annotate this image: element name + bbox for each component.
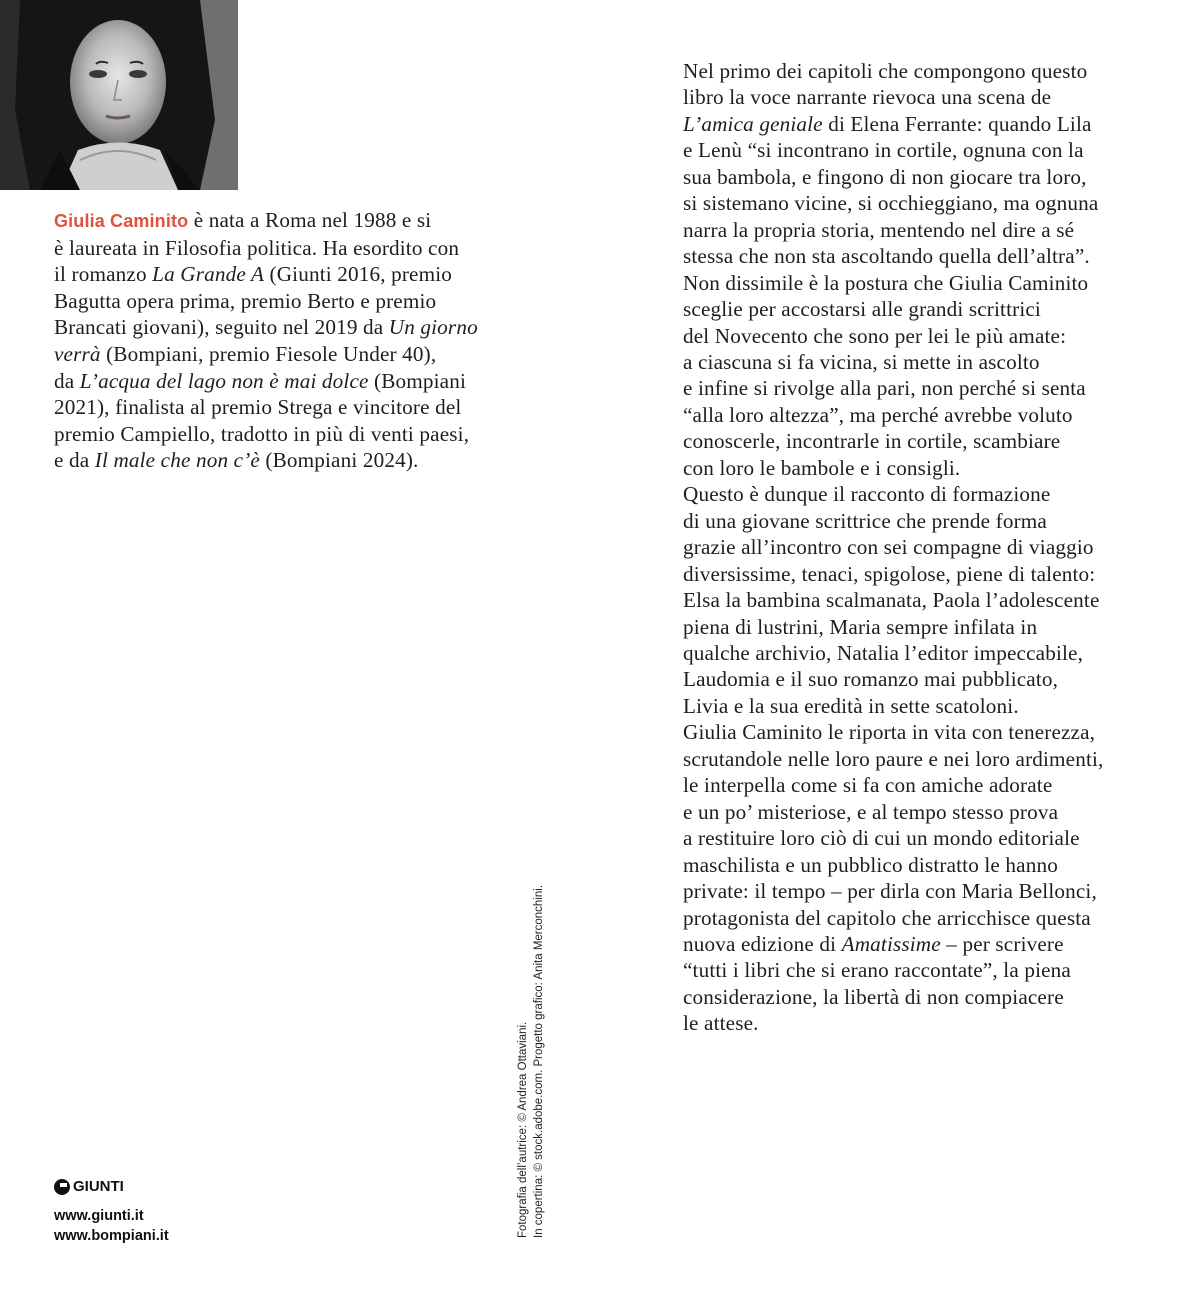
bio-text: da bbox=[54, 368, 80, 393]
blurb-line: le attese. bbox=[683, 1011, 759, 1036]
book-title: Il male che non c’è bbox=[94, 448, 260, 473]
publisher-websites bbox=[54, 1206, 169, 1246]
bio-line-10 bbox=[54, 447, 524, 474]
website-bompiani[interactable]: www.bompiani.it bbox=[54, 1228, 169, 1244]
image-credits bbox=[515, 885, 547, 1238]
author-photo bbox=[0, 0, 238, 190]
book-title: Amatissime bbox=[841, 931, 941, 956]
bio-line-5 bbox=[54, 314, 524, 341]
blurb-line: le interpella come si fa con amiche adorate bbox=[683, 773, 1053, 798]
blurb-line: e infine si rivolge alla pari, non perché si senta bbox=[683, 376, 1086, 401]
blurb-text: di Elena Ferrante: quando Lila bbox=[822, 111, 1092, 136]
bio-line-3 bbox=[54, 261, 524, 288]
author-portrait-icon bbox=[0, 0, 238, 190]
book-title: Un giorno bbox=[388, 315, 478, 340]
blurb-line: stessa che non sta ascoltando quella dell’altra”. bbox=[683, 244, 1090, 269]
book-blurb bbox=[683, 58, 1163, 1037]
bio-line-7 bbox=[54, 368, 524, 395]
bio-text: è nata a Roma nel 1988 e si bbox=[188, 208, 432, 232]
blurb-line: Laudomia e il suo romanzo mai pubblicato, bbox=[683, 667, 1059, 692]
blurb-line: scrutandole nelle loro paure e nei loro ardimenti, bbox=[683, 746, 1104, 771]
book-title: verrà bbox=[54, 341, 101, 366]
bio-line-9: premio Campiello, tradotto in più di venti paesi, bbox=[54, 421, 470, 446]
book-title: L’acqua del lago non è mai dolce bbox=[79, 368, 369, 393]
bio-text: e da bbox=[54, 448, 95, 473]
publisher-logo bbox=[54, 1178, 124, 1195]
blurb-line: sceglie per accostarsi alle grandi scrittrici bbox=[683, 297, 1041, 322]
credit-cover: In copertina: © stock.adobe.com. Progetto grafico: Anita Merconchini. bbox=[533, 884, 545, 1238]
blurb-line: “tutti i libri che si erano raccontate”, la piena bbox=[683, 958, 1071, 983]
bio-line-4: Bagutta opera prima, premio Berto e premio bbox=[54, 288, 437, 313]
blurb-line: diversissime, tenaci, spigolose, piene di talento: bbox=[683, 561, 1096, 586]
blurb-text: – per scrivere bbox=[940, 931, 1064, 956]
blurb-line: private: il tempo – per dirla con Maria Bellonci, bbox=[683, 879, 1097, 904]
credit-photo: Fotografia dell’autrice: © Andrea Ottaviani. bbox=[517, 1021, 529, 1238]
blurb-line: Giulia Caminito le riporta in vita con tenerezza, bbox=[683, 720, 1096, 745]
blurb-line: si sistemano vicine, si occhieggiano, ma ognuna bbox=[683, 191, 1099, 216]
bio-text: (Giunti 2016, premio bbox=[264, 262, 453, 287]
blurb-line: conoscerle, incontrarle in cortile, scambiare bbox=[683, 429, 1061, 454]
website-giunti[interactable]: www.giunti.it bbox=[54, 1208, 144, 1224]
blurb-line: del Novecento che sono per lei le più amate: bbox=[683, 323, 1067, 348]
blurb-line: grazie all’incontro con sei compagne di viaggio bbox=[683, 535, 1094, 560]
blurb-line: Non dissimile è la postura che Giulia Caminito bbox=[683, 270, 1089, 295]
blurb-line: protagonista del capitolo che arricchisce questa bbox=[683, 905, 1091, 930]
blurb-line: di una giovane scrittrice che prende forma bbox=[683, 508, 1047, 533]
blurb-line: a ciascuna si fa vicina, si mette in ascolto bbox=[683, 349, 1040, 374]
blurb-line: Nel primo dei capitoli che compongono questo bbox=[683, 59, 1088, 83]
blurb-line bbox=[683, 931, 1163, 957]
blurb-line: e Lenù “si incontrano in cortile, ognuna con la bbox=[683, 138, 1084, 163]
bio-line-1 bbox=[54, 207, 524, 235]
bio-text: il romanzo bbox=[54, 262, 153, 287]
blurb-line bbox=[683, 111, 1163, 137]
blurb-line: narra la propria storia, mentendo nel dire a sé bbox=[683, 217, 1075, 242]
blurb-line: sua bambola, e fingono di non giocare tra loro, bbox=[683, 164, 1087, 189]
giunti-logo-icon bbox=[54, 1179, 70, 1195]
blurb-line: e un po’ misteriose, e al tempo stesso prova bbox=[683, 799, 1059, 824]
blurb-line: qualche archivio, Natalia l’editor impeccabile, bbox=[683, 640, 1084, 665]
bio-text: (Bompiani, premio Fiesole Under 40), bbox=[100, 341, 437, 366]
blurb-line: maschilista e un pubblico distratto le hanno bbox=[683, 852, 1058, 877]
author-bio bbox=[54, 207, 524, 474]
blurb-line: Elsa la bambina scalmanata, Paola l’adolescente bbox=[683, 588, 1100, 613]
bio-text: Brancati giovani), seguito nel 2019 da bbox=[54, 315, 389, 340]
blurb-line: Questo è dunque il racconto di formazione bbox=[683, 482, 1051, 507]
blurb-line: considerazione, la libertà di non compiacere bbox=[683, 984, 1064, 1009]
blurb-line: libro la voce narrante rievoca una scena de bbox=[683, 85, 1052, 110]
blurb-text: nuova edizione di bbox=[683, 931, 842, 956]
blurb-line: Livia e la sua eredità in sette scatoloni. bbox=[683, 693, 1019, 718]
book-title: L’amica geniale bbox=[683, 111, 823, 136]
bio-text: (Bompiani 2024). bbox=[259, 448, 419, 473]
bio-line-2: è laureata in Filosofia politica. Ha esordito con bbox=[54, 235, 460, 260]
author-name: Giulia Caminito bbox=[54, 211, 189, 231]
blurb-line: a restituire loro ciò di cui un mondo editoriale bbox=[683, 826, 1080, 851]
blurb-line: “alla loro altezza”, ma perché avrebbe voluto bbox=[683, 402, 1073, 427]
publisher-logo-text: GIUNTI bbox=[73, 1178, 124, 1195]
bio-line-8: 2021), finalista al premio Strega e vincitore del bbox=[54, 395, 462, 420]
blurb-line: con loro le bambole e i consigli. bbox=[683, 455, 961, 480]
bio-text: (Bompiani bbox=[368, 368, 467, 393]
bio-line-6 bbox=[54, 341, 524, 368]
blurb-line: piena di lustrini, Maria sempre infilata in bbox=[683, 614, 1038, 639]
book-title: La Grande A bbox=[152, 262, 265, 287]
